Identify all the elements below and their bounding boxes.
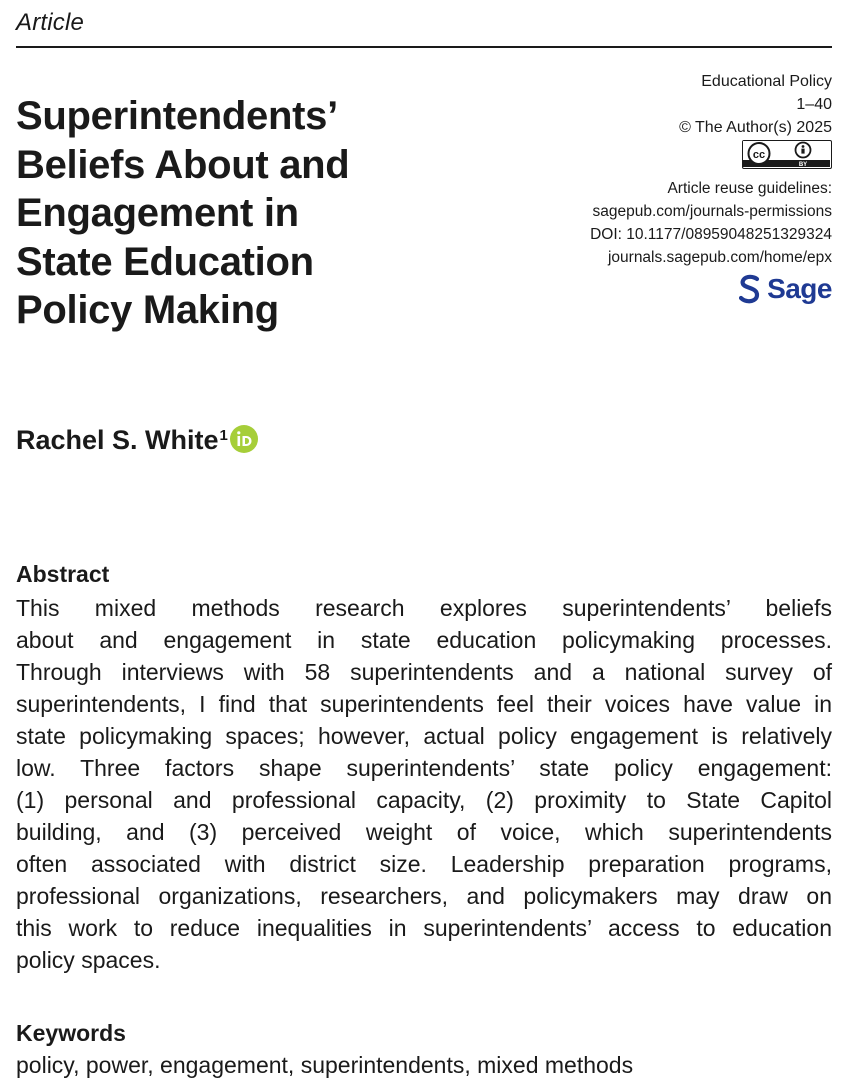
keywords-list: policy, power, engagement, superintendents, mixed methods <box>16 1052 634 1078</box>
title-line: Policy Making <box>16 288 279 332</box>
abstract-line: often associated with district size. Leadership preparation programs, <box>16 851 832 877</box>
journal-home-link[interactable]: journals.sagepub.com/home/epx <box>607 249 832 266</box>
abstract-line: This mixed methods research explores superintendents’ beliefs <box>16 595 832 621</box>
abstract-line: building, and (3) perceived weight of voice, which superintendents <box>16 819 832 845</box>
doi-link[interactable]: DOI: 10.1177/08959048251329324 <box>590 226 832 243</box>
journal-name: Educational Policy <box>701 73 832 90</box>
cc-by-icon <box>743 141 830 167</box>
reuse-block <box>452 177 832 269</box>
abstract-line: low. Three factors shape superintendents’ state policy engagement: <box>16 755 832 781</box>
journal-meta <box>452 70 832 139</box>
author-line <box>16 425 258 456</box>
abstract-body <box>16 592 832 976</box>
cc-by-license-icon[interactable] <box>742 140 832 169</box>
abstract-line: this work to reduce inequalities in superintendents’ access to education <box>16 915 832 941</box>
sage-logo <box>739 271 832 307</box>
abstract-heading: Abstract <box>16 561 110 587</box>
reuse-label: Article reuse guidelines: <box>667 180 832 197</box>
abstract-line: superintendents, I find that superintendents feel their voices have value in <box>16 691 832 717</box>
sage-s-icon <box>739 274 761 304</box>
svg-text:cc: cc <box>752 149 766 161</box>
author-name: Rachel S. White <box>16 425 219 455</box>
title-line: State Education <box>16 239 314 284</box>
abstract-line: policy spaces. <box>16 947 161 973</box>
header-rule <box>16 46 832 48</box>
title-line: Beliefs About and <box>16 142 350 187</box>
journal-pages: 1–40 <box>796 96 832 113</box>
abstract-line: (1) personal and professional capacity, (2) proximity to State Capitol <box>16 787 832 813</box>
title-line: Superintendents’ <box>16 94 338 138</box>
abstract-line: Through interviews with 58 superintendents and a national survey of <box>16 659 832 685</box>
sage-wordmark: Sage <box>767 273 832 304</box>
keywords-heading: Keywords <box>16 1020 126 1046</box>
title-line: Engagement in <box>16 191 299 235</box>
orcid-icon[interactable] <box>230 425 258 453</box>
article-title <box>16 92 416 335</box>
license-badge-label: BY <box>798 162 808 167</box>
affiliation-marker: 1 <box>219 427 228 444</box>
article-type-label: Article <box>16 9 85 36</box>
abstract-line: about and engagement in state education policymaking processes. <box>16 627 832 653</box>
abstract-line: professional organizations, researchers, and policymakers may draw on <box>16 883 832 909</box>
journal-copyright: © The Author(s) 2025 <box>679 119 832 136</box>
abstract-line: state policymaking spaces; however, actual policy engagement is relatively <box>16 723 832 749</box>
permissions-link[interactable]: sagepub.com/journals-permissions <box>592 203 832 220</box>
